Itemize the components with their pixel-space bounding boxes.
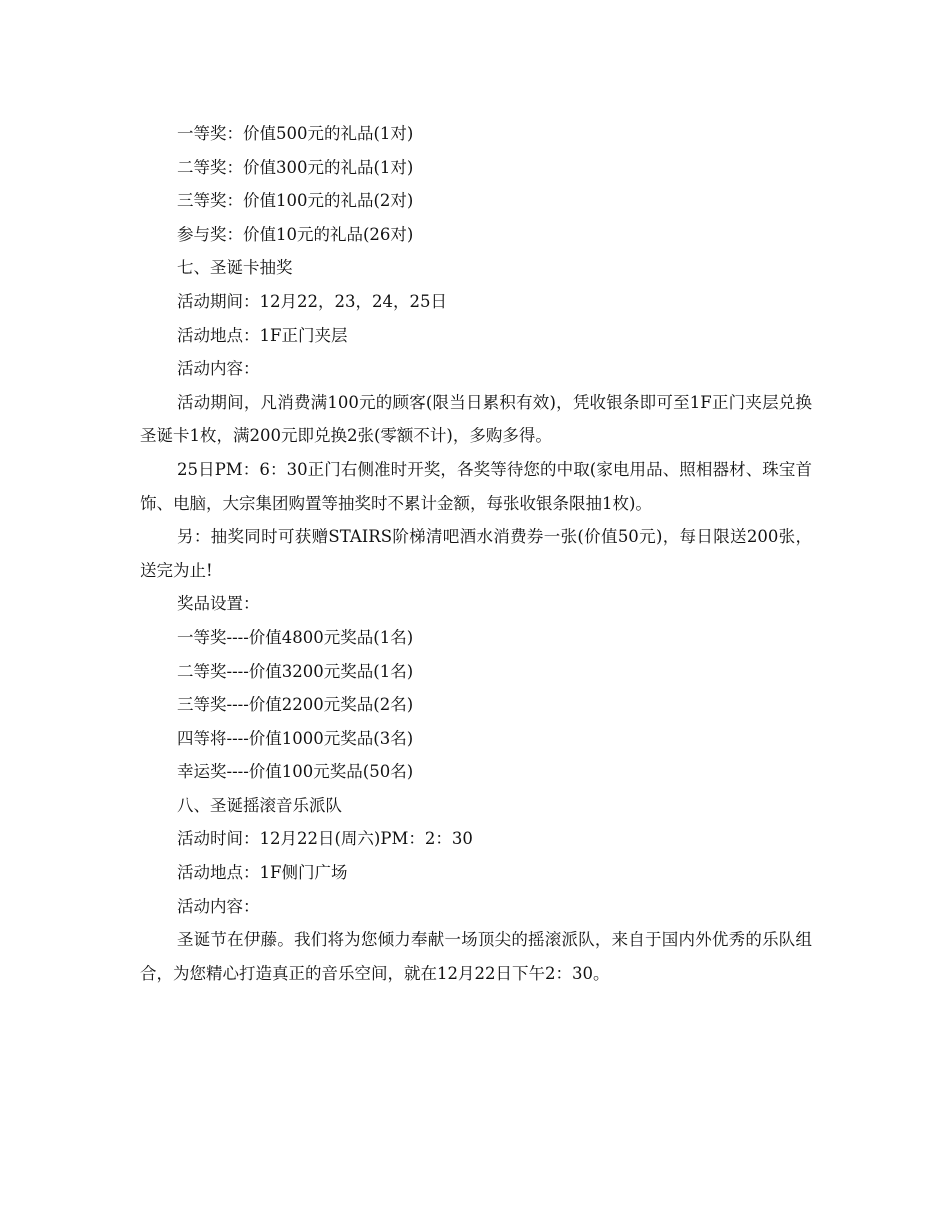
section-7-content-label: 活动内容： bbox=[177, 359, 260, 379]
prize-line-second: 二等奖：价值300元的礼品(1对) bbox=[177, 157, 414, 177]
section-7-paragraph-2: 25日PM：6：30正门右侧准时开奖，各奖等待您的中取(家电用品、照相器材、珠宝首饰、电脑，大宗集团购置等抽奖时不累计金额，每张收银条限抽1枚)。 bbox=[140, 459, 812, 513]
section-7-paragraph-1: 活动期间，凡消费满100元的顾客(限当日累积有效)，凭收银条即可至1F正门夹层兑换圣诞卡1枚，满200元即兑换2张(零额不计)，多购多得。 bbox=[140, 392, 812, 446]
section-8-content-label: 活动内容： bbox=[177, 896, 260, 916]
section-8-location: 活动地点：1F侧门广场 bbox=[177, 863, 348, 883]
section-8-heading: 八、圣诞摇滚音乐派队 bbox=[177, 795, 342, 815]
section-7-prize-2: 二等奖----价值3200元奖品(1名) bbox=[177, 661, 414, 681]
section-7-period: 活动期间：12月22，23，24，25日 bbox=[177, 291, 447, 311]
section-7-prize-1: 一等奖----价值4800元奖品(1名) bbox=[177, 627, 414, 647]
document-body bbox=[140, 117, 812, 990]
prize-line-first: 一等奖：价值500元的礼品(1对) bbox=[177, 124, 414, 143]
section-7-location: 活动地点：1F正门夹层 bbox=[177, 325, 348, 345]
section-7-heading: 七、圣诞卡抽奖 bbox=[177, 258, 293, 278]
section-8-time: 活动时间：12月22日(周六)PM：2：30 bbox=[177, 829, 473, 849]
section-7-prize-5: 幸运奖----价值100元奖品(50名) bbox=[177, 762, 414, 782]
section-7-prize-4: 四等将----价值1000元奖品(3名) bbox=[177, 728, 414, 748]
prize-line-participation: 参与奖：价值10元的礼品(26对) bbox=[177, 224, 414, 244]
section-7-prize-label: 奖品设置： bbox=[177, 594, 260, 614]
prize-line-third: 三等奖：价值100元的礼品(2对) bbox=[177, 191, 414, 211]
section-7-paragraph-3: 另：抽奖同时可获赠STAIRS阶梯清吧酒水消费券一张(价值50元)，每日限送200张，送完为止! bbox=[140, 527, 812, 580]
section-8-paragraph-1: 圣诞节在伊藤。我们将为您倾力奉献一场顶尖的摇滚派队，来自于国内外优秀的乐队组合，为您精心打造真正的音乐空间，就在12月22日下午2：30。 bbox=[140, 930, 812, 983]
section-7-prize-3: 三等奖----价值2200元奖品(2名) bbox=[177, 695, 414, 715]
